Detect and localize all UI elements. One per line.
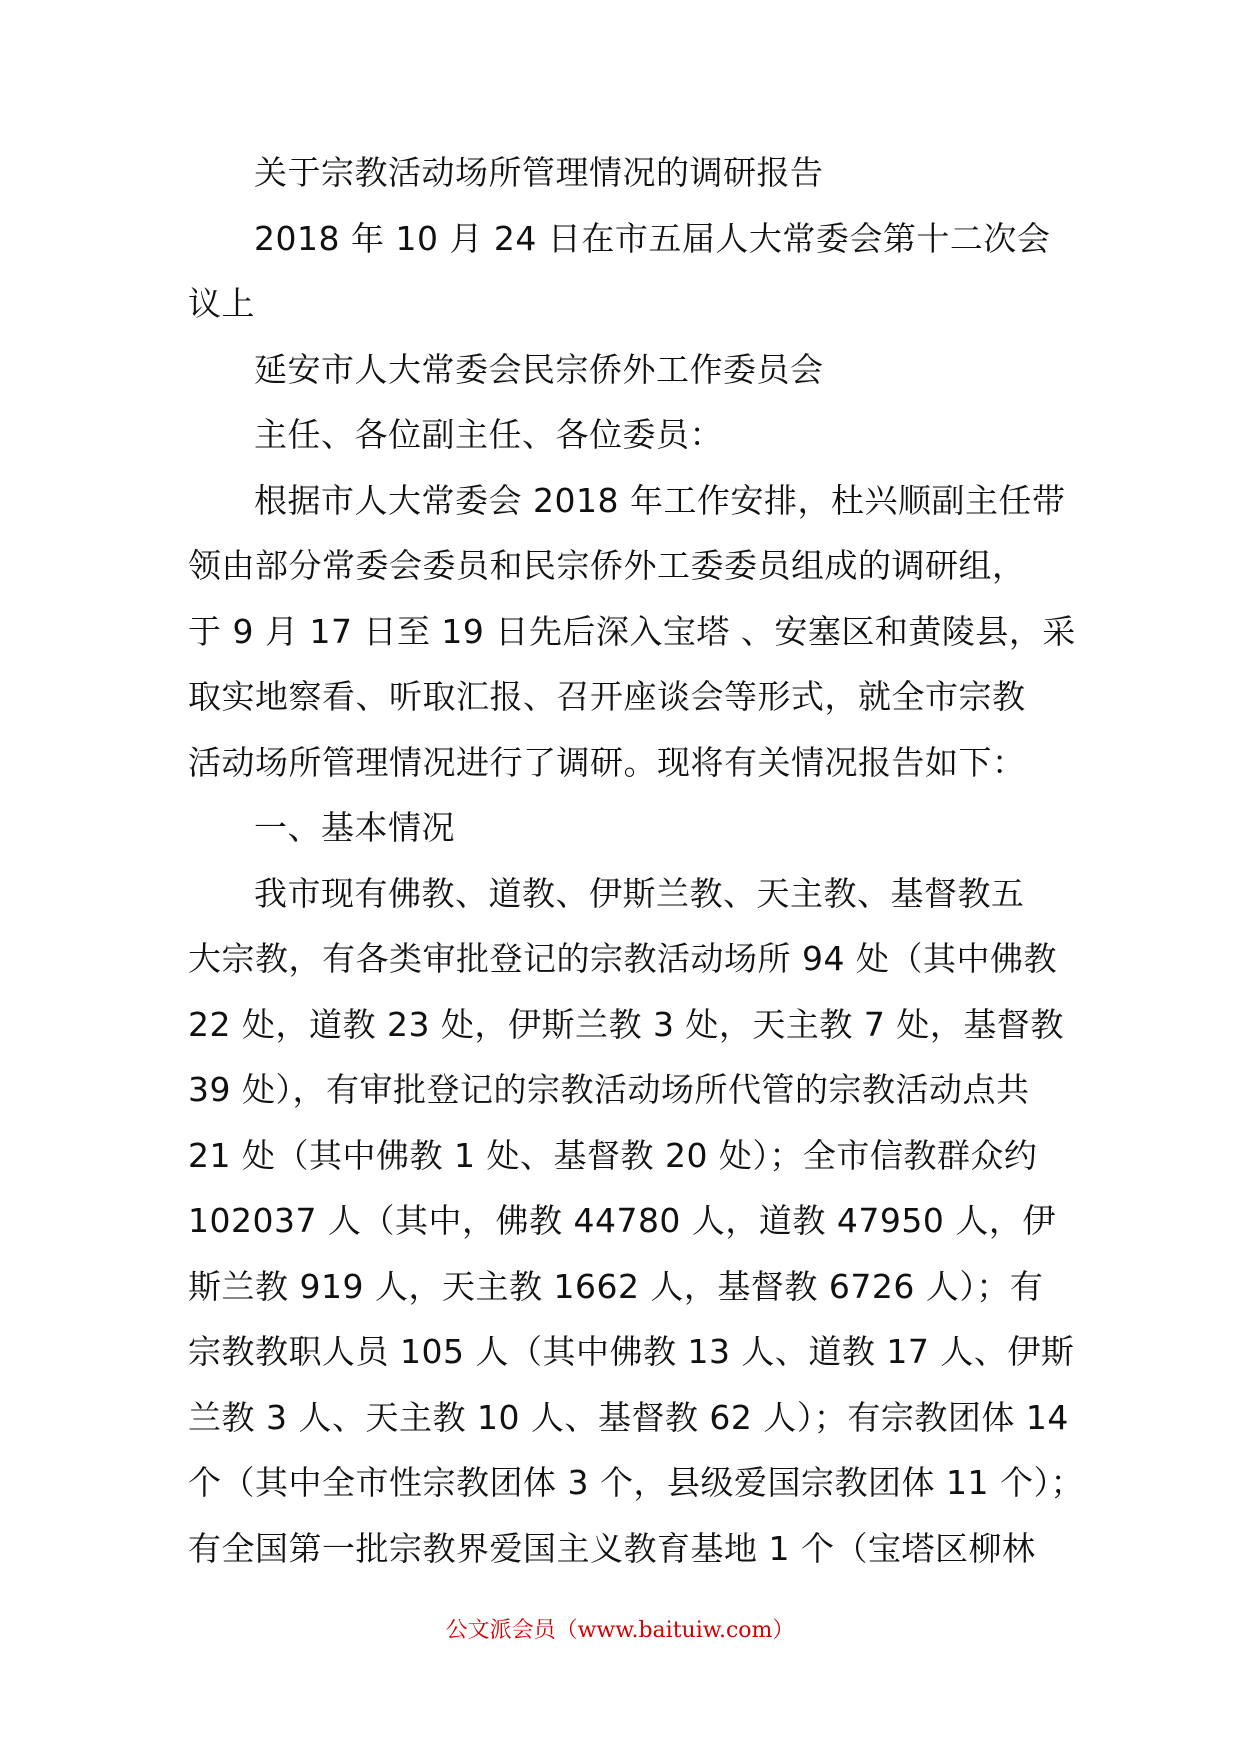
text-line: 个（其中全市性宗教团体 3 个，县级爱国宗教团体 11 个）； — [188, 1463, 1084, 1502]
text-line: 宗教教职人员 105 人（其中佛教 13 人、道教 17 人、伊斯 — [188, 1332, 1075, 1371]
text-line: 102037 人（其中，佛教 44780 人，道教 47950 人，伊 — [188, 1201, 1056, 1240]
basic-situation-paragraph — [188, 861, 1084, 1582]
text-line: 领由部分常委会委员和民宗侨外工委委员组成的调研组， — [188, 546, 1026, 585]
text-line: 我市现有佛教、道教、伊斯兰教、天主教、基督教五 — [254, 873, 1025, 913]
document-title: 关于宗教活动场所管理情况的调研报告 — [254, 153, 824, 192]
text-line: 根据市人大常委会 2018 年工作安排，杜兴顺副主任带 — [254, 480, 1066, 520]
watermark-footer: 公文派会员（www.baituiw.com） — [445, 1618, 795, 1643]
text-line: 22 处，道教 23 处，伊斯兰教 3 处，天主教 7 处，基督教 — [188, 1004, 1064, 1044]
text-line: 取实地察看、听取汇报、召开座谈会等形式，就全市宗教 — [188, 677, 1026, 716]
section-heading: 一、基本情况 — [254, 808, 455, 847]
salutation: 主任、各位副主任、各位委员： — [254, 415, 723, 454]
text-line: 活动场所管理情况进行了调研。现将有关情况报告如下： — [188, 742, 1026, 782]
text-line: 有全国第一批宗教界爱国主义教育基地 1 个（宝塔区柳林 — [188, 1528, 1036, 1568]
meeting-date-line: 2018 年 10 月 24 日在市五届人大常委会第十二次会 — [254, 218, 1051, 258]
text-line: 39 处），有审批登记的宗教活动场所代管的宗教活动点共 — [188, 1070, 1030, 1109]
text-line: 于 9 月 17 日至 19 日先后深入宝塔 、安塞区和黄陵县，采 — [188, 611, 1076, 651]
text-line: 兰教 3 人、天主教 10 人、基督教 62 人）；有宗教团体 14 — [188, 1397, 1069, 1437]
intro-paragraph — [188, 468, 1080, 796]
committee-name: 延安市人大常委会民宗侨外工作委员会 — [254, 349, 824, 389]
text-line: 21 处（其中佛教 1 处、基督教 20 处）；全市信教群众约 — [188, 1135, 1038, 1175]
meeting-date-line-continued: 议上 — [188, 284, 255, 323]
text-line: 大宗教，有各类审批登记的宗教活动场所 94 处（其中佛教 — [188, 939, 1057, 978]
document-body — [188, 140, 1084, 1581]
text-line: 斯兰教 919 人，天主教 1662 人，基督教 6726 人）；有 — [188, 1266, 1044, 1306]
